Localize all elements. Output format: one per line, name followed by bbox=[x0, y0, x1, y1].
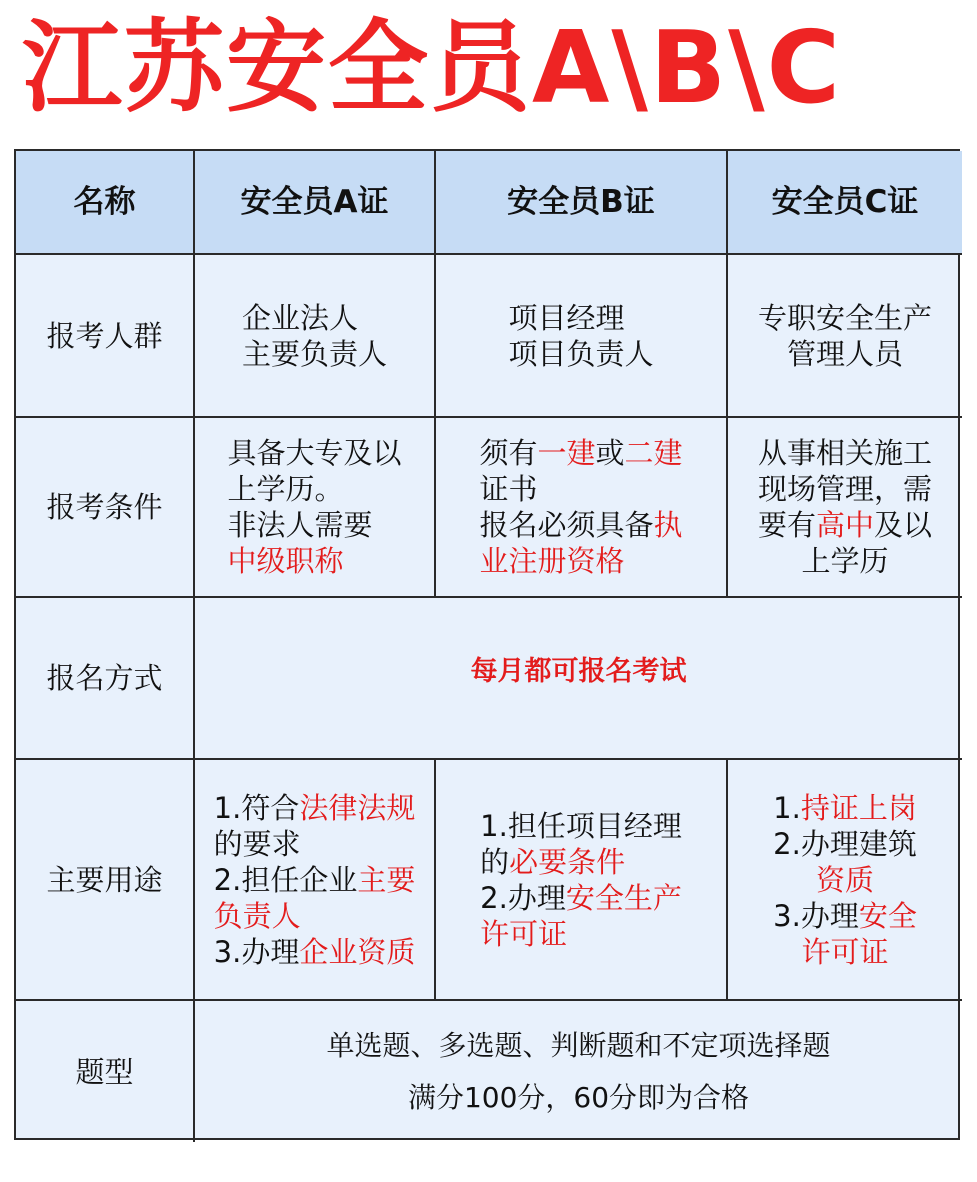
text-run: 须有 bbox=[479, 436, 538, 470]
header-cert-c: 安全员C证 bbox=[728, 151, 962, 255]
highlight-text: 中级职称 bbox=[227, 544, 344, 578]
highlight-text: 一建 bbox=[537, 436, 596, 470]
text-line: 1.担任项目经理 bbox=[480, 808, 682, 843]
crowd-cert-c bbox=[728, 255, 962, 418]
text-run: 2.办理 bbox=[480, 880, 566, 915]
text-line bbox=[773, 898, 917, 934]
text-line bbox=[480, 880, 682, 916]
text-line bbox=[214, 790, 416, 826]
text-line: 具备大专及以 bbox=[227, 436, 402, 470]
registration-text: 每月都可报名考试 bbox=[470, 656, 687, 687]
text-line bbox=[214, 934, 416, 970]
text-line: 现场管理，需 bbox=[757, 472, 932, 506]
text-line bbox=[480, 844, 682, 880]
highlight-text: 二建 bbox=[624, 436, 683, 470]
header-name: 名称 bbox=[16, 151, 195, 255]
text-run: 2.担任企业 bbox=[213, 862, 358, 897]
highlight-text: 安全生产 bbox=[565, 880, 682, 915]
highlight-text: 许可证 bbox=[801, 934, 889, 969]
text-line bbox=[479, 435, 682, 471]
condition-cert-b bbox=[436, 418, 728, 598]
exam-cell bbox=[195, 1001, 962, 1142]
comparison-table bbox=[14, 149, 960, 1140]
text-line: 企业法人 bbox=[241, 300, 358, 335]
row-label-condition: 报考条件 bbox=[16, 418, 195, 598]
condition-cert-a bbox=[195, 418, 436, 598]
text-line: 上学历 bbox=[801, 544, 889, 578]
text-line: 非法人需要 bbox=[227, 508, 373, 542]
text-line: 从事相关施工 bbox=[757, 436, 932, 470]
text-run: 报名必须具备 bbox=[479, 508, 654, 542]
highlight-text: 企业资质 bbox=[299, 934, 416, 969]
text-line: 上学历。 bbox=[227, 472, 344, 506]
text-line bbox=[758, 507, 932, 543]
text-run: 3.办理 bbox=[213, 934, 300, 969]
highlight-text: 高中 bbox=[815, 508, 874, 542]
highlight-text: 许可证 bbox=[480, 916, 568, 951]
usage-cert-b bbox=[436, 760, 728, 1001]
condition-cert-c bbox=[728, 418, 962, 598]
usage-cert-c bbox=[728, 760, 962, 1001]
text-line: 管理人员 bbox=[786, 336, 903, 371]
text-run: 1.符合 bbox=[213, 790, 300, 825]
text-line bbox=[479, 507, 682, 543]
highlight-text: 必要条件 bbox=[509, 844, 626, 879]
text-line bbox=[773, 790, 917, 826]
highlight-text: 业注册资格 bbox=[479, 544, 625, 578]
text-run: 的 bbox=[480, 844, 510, 879]
highlight-text: 持证上岗 bbox=[800, 790, 917, 825]
page-title: 江苏安全员A\B\C bbox=[22, 9, 843, 126]
text-run: 及以 bbox=[874, 508, 933, 542]
highlight-text: 资质 bbox=[815, 862, 874, 897]
registration-cell bbox=[195, 598, 962, 760]
text-line: 项目负责人 bbox=[508, 336, 654, 371]
text-line: 项目经理 bbox=[508, 300, 625, 335]
text-line: 证书 bbox=[479, 472, 538, 506]
header-cert-b: 安全员B证 bbox=[436, 151, 728, 255]
text-line: 专职安全生产 bbox=[757, 300, 932, 335]
usage-cert-a bbox=[195, 760, 436, 1001]
text-line: 主要负责人 bbox=[241, 336, 387, 371]
crowd-cert-a bbox=[195, 255, 436, 418]
text-line bbox=[214, 862, 416, 898]
text-run: 要有 bbox=[757, 508, 816, 542]
highlight-text: 执 bbox=[653, 508, 683, 542]
text-run: 1. bbox=[773, 790, 801, 825]
highlight-text: 负责人 bbox=[213, 898, 301, 933]
text-line: 2.办理建筑 bbox=[773, 826, 917, 861]
crowd-cert-b bbox=[436, 255, 728, 418]
text-run: 或 bbox=[595, 436, 625, 470]
text-line: 的要求 bbox=[213, 826, 301, 861]
row-label-usage: 主要用途 bbox=[16, 760, 195, 1001]
row-label-crowd: 报考人群 bbox=[16, 255, 195, 418]
row-label-registration: 报名方式 bbox=[16, 598, 195, 760]
highlight-text: 法律法规 bbox=[299, 790, 416, 825]
highlight-text: 安全 bbox=[858, 898, 917, 933]
row-label-exam: 题型 bbox=[16, 1001, 195, 1142]
header-cert-a: 安全员A证 bbox=[195, 151, 436, 255]
exam-passing-score: 满分100分，60分即为合格 bbox=[407, 1080, 750, 1114]
exam-types: 单选题、多选题、判断题和不定项选择题 bbox=[326, 1028, 831, 1062]
highlight-text: 主要 bbox=[357, 862, 416, 897]
text-run: 3.办理 bbox=[773, 898, 859, 933]
